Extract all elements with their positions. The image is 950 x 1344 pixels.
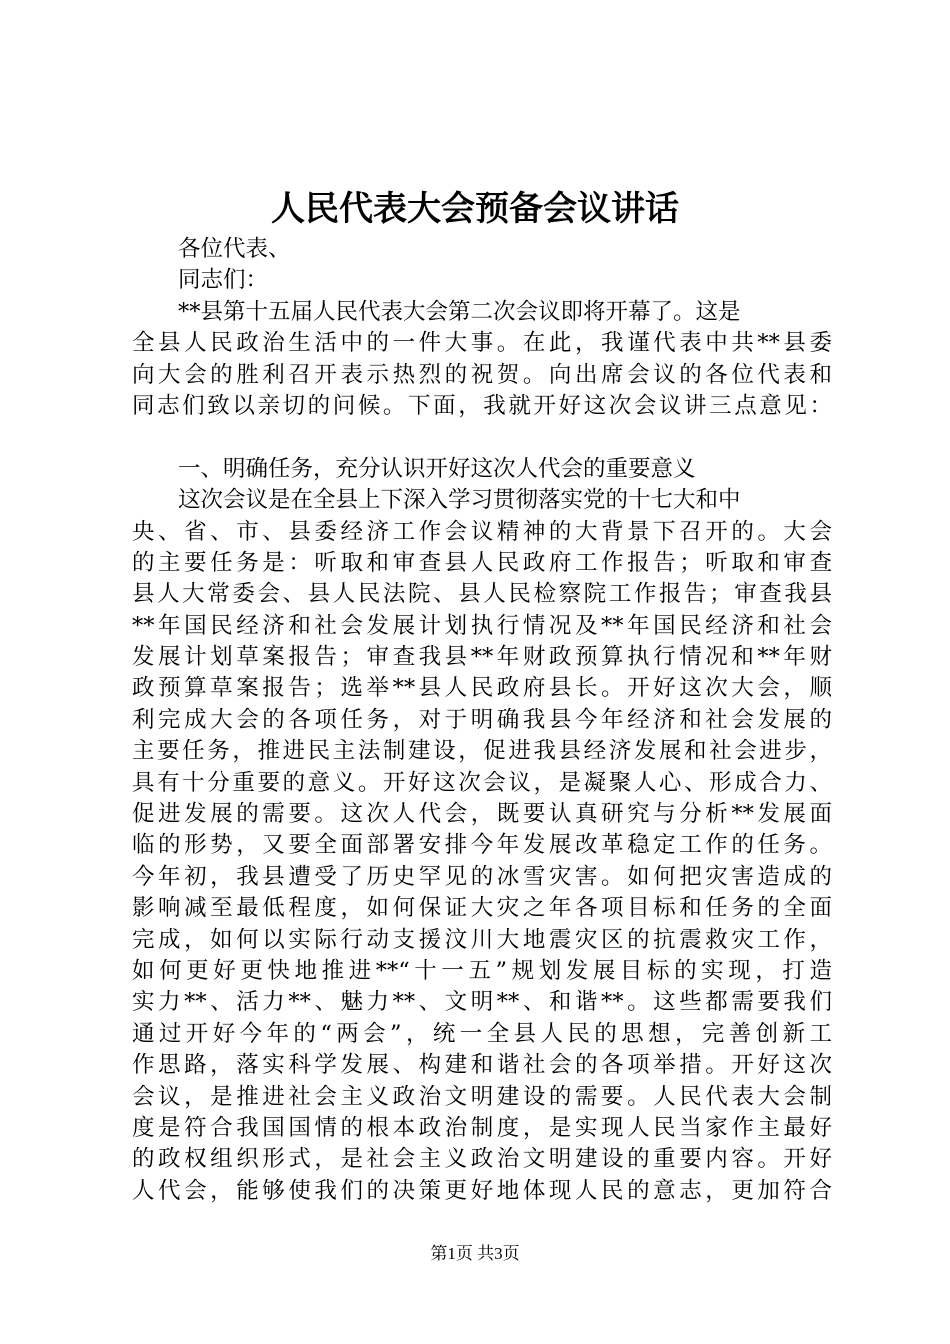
- text-line: 人代会，能够使我们的决策更好地体现人民的意志，更加符合: [132, 1177, 832, 1204]
- text-line: 如何更好更快地推进**“十一五”规划发展目标的实现，打造: [132, 957, 832, 984]
- text-line: 促进发展的需要。这次人代会，既要认真研究与分析**发展面: [132, 801, 832, 828]
- document-body: [132, 234, 832, 1207]
- text-line: 利完成大会的各项任务，对于明确我县今年经济和社会发展的: [132, 706, 832, 733]
- paragraph-gap: [132, 422, 832, 453]
- text-line: 同志们：: [178, 267, 269, 294]
- text-line: 完成，如何以实际行动支援汶川大地震灾区的抗震救灾工作，: [132, 926, 832, 953]
- text-line: 作思路，落实科学发展、构建和谐社会的各项举措。开好这次: [132, 1052, 832, 1079]
- text-line: 发展计划草案报告；审查我县**年财政预算执行情况和**年财: [132, 644, 832, 671]
- document-title: 人民代表大会预备会议讲话: [271, 189, 679, 229]
- text-line: **县第十五届人民代表大会第二次会议即将开幕了。这是: [178, 298, 741, 325]
- text-line: 今年初，我县遭受了历史罕见的冰雪灾害。如何把灾害造成的: [132, 863, 832, 890]
- text-line: 一、明确任务，充分认识开好这次人代会的重要意义: [178, 455, 696, 482]
- text-line: 的主要任务是：听取和审查县人民政府工作报告；听取和审查: [132, 549, 832, 576]
- text-line: 度是符合我国国情的根本政治制度，是实现人民当家作主最好: [132, 1114, 832, 1141]
- text-line: 央、省、市、县委经济工作会议精神的大背景下召开的。大会: [132, 518, 832, 545]
- text-line: 会议，是推进社会主义政治文明建设的需要。人民代表大会制: [132, 1083, 832, 1110]
- text-line: 主要任务，推进民主法制建设，促进我县经济发展和社会进步，: [132, 738, 832, 765]
- text-line: 的政权组织形式，是社会主义政治文明建设的重要内容。开好: [132, 1146, 832, 1173]
- text-line: **年国民经济和社会发展计划执行情况及**年国民经济和社会: [132, 612, 832, 639]
- text-line: 政预算草案报告；选举**县人民政府县长。开好这次大会，顺: [132, 675, 832, 702]
- text-line: 通过开好今年的“两会”，统一全县人民的思想，完善创新工: [132, 1020, 832, 1047]
- text-line: 县人大常委会、县人民法院、县人民检察院工作报告；审查我县: [132, 581, 832, 608]
- text-line: 这次会议是在全县上下深入学习贯彻落实党的十七大和中: [178, 487, 741, 514]
- text-line: 实力**、活力**、魅力**、文明**、和谐**。这些都需要我们: [132, 989, 832, 1016]
- text-line: 各位代表、: [178, 236, 291, 262]
- text-line: 向大会的胜利召开表示热烈的祝贺。向出席会议的各位代表和: [132, 361, 832, 388]
- page-footer: 第1页 共3页: [430, 1244, 520, 1263]
- text-line: 具有十分重要的意义。开好这次会议，是凝聚人心、形成合力、: [132, 769, 832, 796]
- text-line: 影响减至最低程度，如何保证大灾之年各项目标和任务的全面: [132, 895, 832, 922]
- text-line: 同志们致以亲切的问候。下面，我就开好这次会议讲三点意见：: [132, 392, 832, 419]
- text-line: 全县人民政治生活中的一件大事。在此，我谨代表中共**县委: [132, 330, 832, 357]
- text-line: 临的形势，又要全面部署安排今年发展改革稳定工作的任务。: [132, 832, 832, 859]
